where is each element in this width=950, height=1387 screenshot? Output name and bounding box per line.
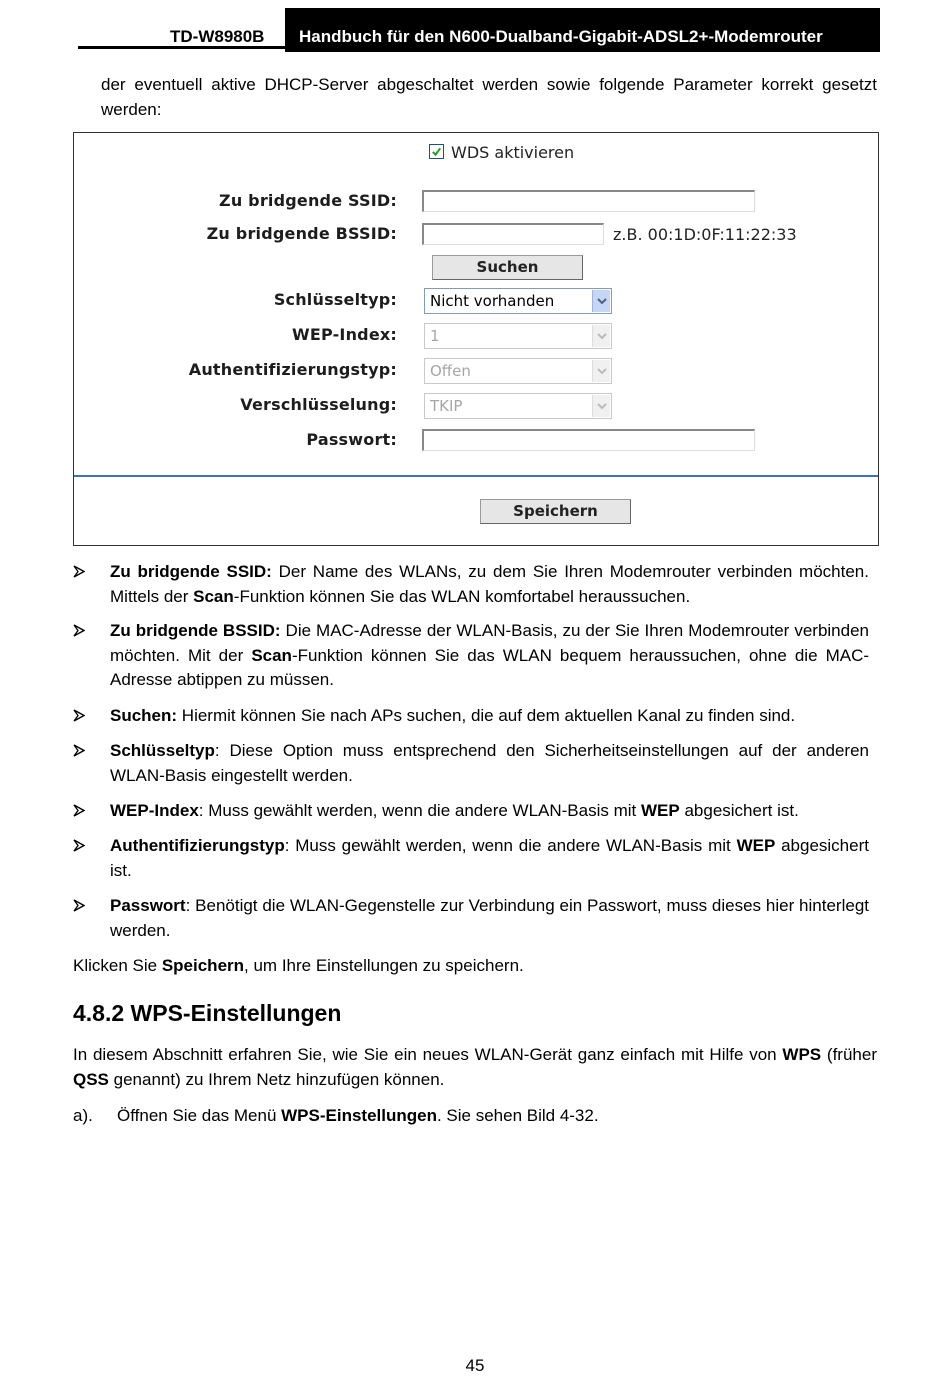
bullet-bssid: Zu bridgende BSSID: Die MAC-Adresse der WLAN-Basis, zu der Sie Ihren Modemrouter verbinden möchten. Mit der Scan-Funktion können Sie das WLAN bequem heraussuchen, ohne die MAC-Adresse abtippen zu müssen. [110,621,870,689]
wds-checkbox[interactable] [429,144,444,159]
wep-index-select [424,323,612,349]
step-a: Öffnen Sie das Menü WPS-Einstellungen. Sie sehen Bild 4-32. [117,1106,599,1125]
closing-paragraph: Klicken Sie Speichern, um Ihre Einstellungen zu speichern. [73,956,524,975]
bullet-keytype: Schlüsseltyp: Diese Option muss entsprechend den Sicherheitseinstellungen auf der anderen WLAN-Basis eingestellt werden. [110,741,869,785]
header-title: Handbuch für den N600-Dualband-Gigabit-ADSL2+-Modemrouter [285,8,880,52]
wep-index-label: WEP-Index: [291,325,397,344]
bullet-arrow-icon [73,622,85,642]
auth-type-label: Authentifizierungstyp: [188,360,397,379]
bullet-arrow-icon [73,742,85,762]
header-model: TD-W8980B [170,27,265,46]
keytype-label: Schlüsseltyp: [273,290,397,309]
bullet-password: Passwort: Benötigt die WLAN-Gegenstelle zur Verbindung ein Passwort, muss dieses hier hinterlegt werden. [110,896,869,940]
chevron-down-icon [592,395,610,417]
auth-type-select [424,358,612,384]
bullet-arrow-icon [73,897,85,917]
ssid-label: Zu bridgende SSID: [219,191,397,210]
chevron-down-icon [592,360,610,382]
save-button[interactable]: Speichern [480,499,631,524]
encryption-value: TKIP [430,397,463,415]
bullet-arrow-icon [73,707,85,727]
ssid-input[interactable] [422,190,755,212]
encryption-label: Verschlüsselung: [240,395,397,414]
bullet-search: Suchen: Hiermit können Sie nach APs suchen, die auf dem aktuellen Kanal zu finden sind. [110,706,796,725]
section-heading: 4.8.2 WPS-Einstellungen [73,1000,342,1026]
form-divider [74,475,878,477]
bullet-arrow-icon [73,802,85,822]
section-paragraph: In diesem Abschnitt erfahren Sie, wie Sie ein neues WLAN-Gerät ganz einfach mit Hilfe von WPS (früher QSS genannt) zu Ihrem Netz hinzufügen können. [73,1045,877,1089]
bssid-example: z.B. 00:1D:0F:11:22:33 [613,225,797,244]
bullet-wep-index: WEP-Index: Muss gewählt werden, wenn die andere WLAN-Basis mit WEP abgesichert ist. [110,801,799,820]
bullet-ssid: Zu bridgende SSID: Der Name des WLANs, zu dem Sie Ihren Modemrouter verbinden möchten. Mittels der Scan-Funktion können Sie das WLAN komfortabel heraussuchen. [110,562,869,606]
bullet-arrow-icon [73,563,85,583]
search-button[interactable]: Suchen [432,255,583,280]
password-input[interactable] [422,429,755,451]
page-number: 45 [465,1356,485,1375]
keytype-select[interactable] [424,288,612,314]
chevron-down-icon [592,290,610,312]
chevron-down-icon [592,325,610,347]
intro-paragraph: der eventuell aktive DHCP-Server abgeschaltet werden sowie folgende Parameter korrekt gesetzt werden: [101,75,877,119]
encryption-select [424,393,612,419]
step-label: a). [73,1106,93,1125]
bullet-auth-type: Authentifizierungstyp: Muss gewählt werden, wenn die andere WLAN-Basis mit WEP abgesichert ist. [110,836,869,880]
wds-label: WDS aktivieren [451,143,575,162]
wds-settings-screenshot [73,132,879,546]
checkmark-icon [431,146,442,157]
bssid-input[interactable] [422,223,604,245]
bullet-arrow-icon [73,837,85,857]
header-rule [78,46,288,49]
bssid-label: Zu bridgende BSSID: [206,224,397,243]
wep-index-value: 1 [430,327,440,345]
keytype-value: Nicht vorhanden [430,292,555,310]
auth-type-value: Offen [430,362,471,380]
password-label: Passwort: [306,430,397,449]
